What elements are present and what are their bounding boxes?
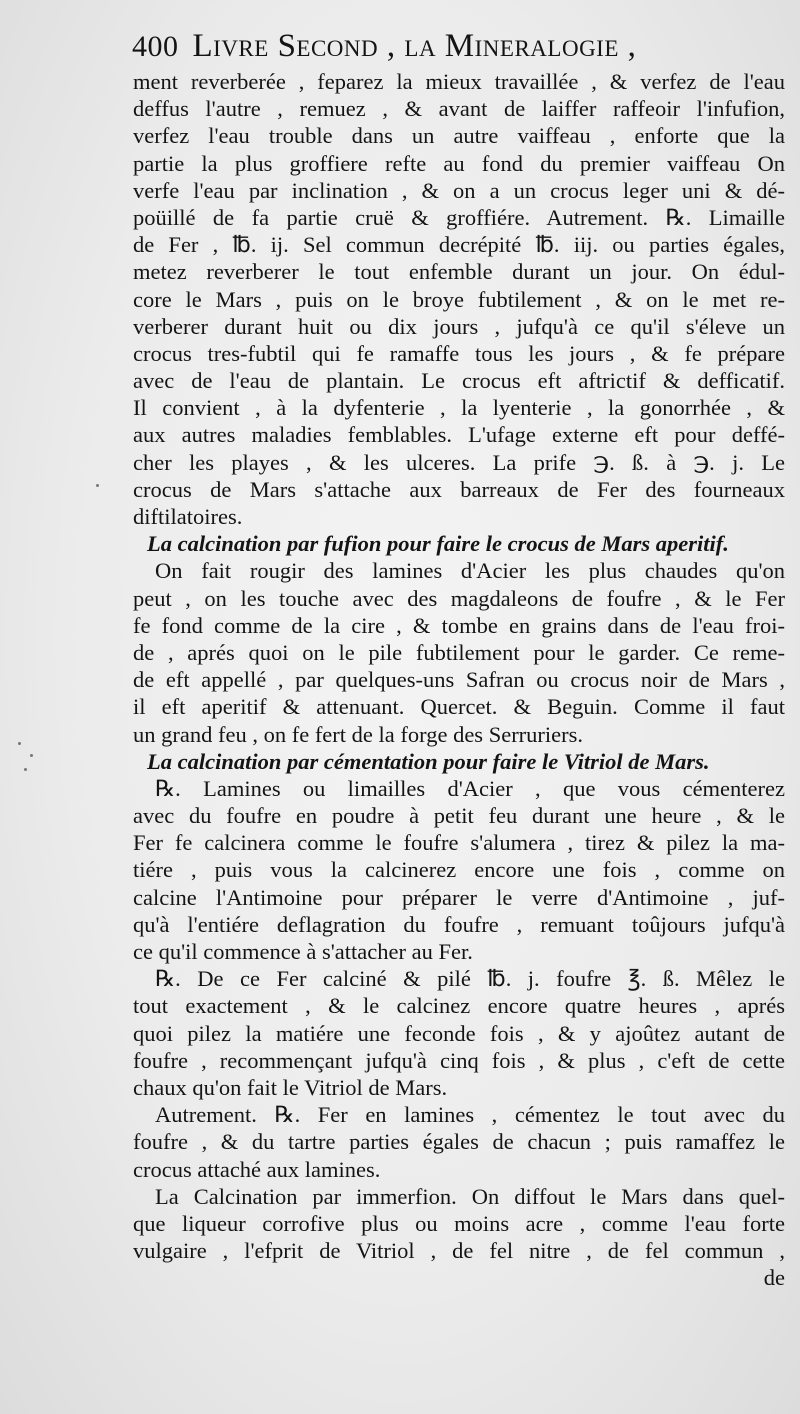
text-line: tiére , puis vous la calcinerez encore une fois , comme on: [133, 857, 785, 883]
paper-speck: [30, 754, 33, 757]
text-line: peut , on les touche avec des magdaleons de foufre , & le Fer: [133, 585, 785, 611]
text-line: ce qu'il commence à s'attacher au Fer.: [133, 939, 473, 964]
text-line: tout exactement , & le calcinez encore quatre heures , aprés: [133, 993, 785, 1019]
text-line: vulgaire , l'efprit de Vitriol , de fel nitre , de fel commun ,: [133, 1238, 785, 1264]
text-line: verfe l'eau par inclination , & on a un crocus leger uni & dé-: [133, 177, 785, 203]
page-number: 400: [132, 30, 179, 63]
text-line: diftilatoires.: [133, 504, 243, 529]
running-head: [132, 28, 792, 72]
paper-speck: [24, 768, 27, 771]
text-line: de Fer , ℔. ij. Sel commun decrépité ℔. iij. ou parties égales,: [133, 232, 785, 258]
text-line: ℞. De ce Fer calciné & pilé ℔. j. foufre ℥. ß. Mêlez le: [155, 966, 785, 992]
text-line: que liqueur corrofive plus ou moins acre , comme l'eau forte: [133, 1210, 785, 1236]
text-line: avec du foufre en poudre à petit feu durant une heure , & le: [133, 803, 785, 829]
text-line: deffus l'autre , remuez , & avant de laiffer raffeoir l'infufion,: [133, 96, 785, 122]
text-line: chaux qu'on fait le Vitriol de Mars.: [133, 1074, 448, 1100]
text-line: verberer durant huit ou dix jours , jufqu'à ce qu'il s'éleve un: [133, 313, 785, 339]
text-line: foufre , recommençant jufqu'à cinq fois , & plus , c'eft de cette: [133, 1047, 785, 1073]
text-line: verfez l'eau trouble dans un autre vaiffeau , enforte que la: [133, 123, 785, 149]
text-line: On fait rougir des lamines d'Acier les plus chaudes qu'on: [155, 558, 785, 584]
paper-speck: [96, 484, 99, 487]
text-line: partie la plus groffiere refte au fond du premier vaiffeau On: [133, 150, 785, 176]
text-line: de eft appellé , par quelques-uns Safran ou crocus noir de Mars ,: [133, 667, 785, 693]
text-line: foufre , & du tartre parties égales de chacun ; puis ramaffez le: [133, 1129, 785, 1155]
text-line: crocus attaché aux lamines.: [133, 1156, 381, 1182]
text-line: un grand feu , on fe fert de la forge des Serruriers.: [133, 721, 584, 747]
body-text: [133, 68, 785, 1291]
text-line: La Calcination par immerfion. On diffout le Mars dans quel-: [155, 1183, 785, 1209]
text-line: calcine l'Antimoine pour préparer le verre d'Antimoine , juf-: [133, 884, 785, 910]
text-line: qu'à l'entiére deflagration du foufre , remuant toûjours jufqu'à: [133, 911, 785, 937]
text-line: ℞. Lamines ou limailles d'Acier , que vous cémenterez: [155, 775, 785, 801]
running-title: Livre Second , la Mineralogie ,: [192, 28, 637, 64]
text-line: avec de l'eau de plantain. Le crocus eft aftrictif & defficatif.: [133, 368, 785, 394]
text-line: crocus tres-fubtil qui fe ramaffe tous les jours , & fe prépare: [133, 340, 785, 366]
section-heading: La calcination par fufion pour faire le crocus de Mars aperitif.: [147, 531, 729, 557]
text-line: Fer fe calcinera comme le foufre s'alumera , tirez & pilez la ma-: [133, 830, 785, 856]
text-line: fe fond comme de la cire , & tombe en grains dans de l'eau froi-: [133, 612, 785, 638]
text-line: il eft aperitif & attenuant. Quercet. & Beguin. Comme il faut: [133, 694, 785, 720]
text-line: Autrement. ℞. Fer en lamines , cémentez le tout avec du: [155, 1102, 785, 1128]
text-line: Il convient , à la dyfenterie , la lyenterie , la gonorrhée , &: [133, 395, 785, 421]
section-heading: La calcination par cémentation pour faire le Vitriol de Mars.: [147, 748, 710, 774]
paper-speck: [18, 742, 21, 745]
text-line: metez reverberer le tout enfemble durant un jour. On édul-: [133, 259, 785, 285]
text-line: poüillé de fa partie cruë & groffiére. Autrement. ℞. Limaille: [133, 204, 785, 230]
text-line: de , aprés quoi on le pile fubtilement pour le garder. Ce reme-: [133, 639, 785, 665]
text-line: ment reverberée , feparez la mieux travaillée , & verfez de l'eau: [133, 69, 785, 94]
text-line: aux autres maladies femblables. L'ufage externe eft pour deffé-: [133, 422, 785, 448]
text-line: core le Mars , puis on le broye fubtilement , & on le met re-: [133, 286, 785, 312]
text-line: quoi pilez la matiére une feconde fois , & y ajoûtez autant de: [133, 1020, 785, 1046]
catchword: de: [763, 1265, 785, 1291]
text-line: cher les playes , & les ulceres. La prife ℈. ß. à ℈. j. Le: [133, 449, 785, 475]
text-line: crocus de Mars s'attache aux barreaux de Fer des fourneaux: [133, 476, 785, 502]
